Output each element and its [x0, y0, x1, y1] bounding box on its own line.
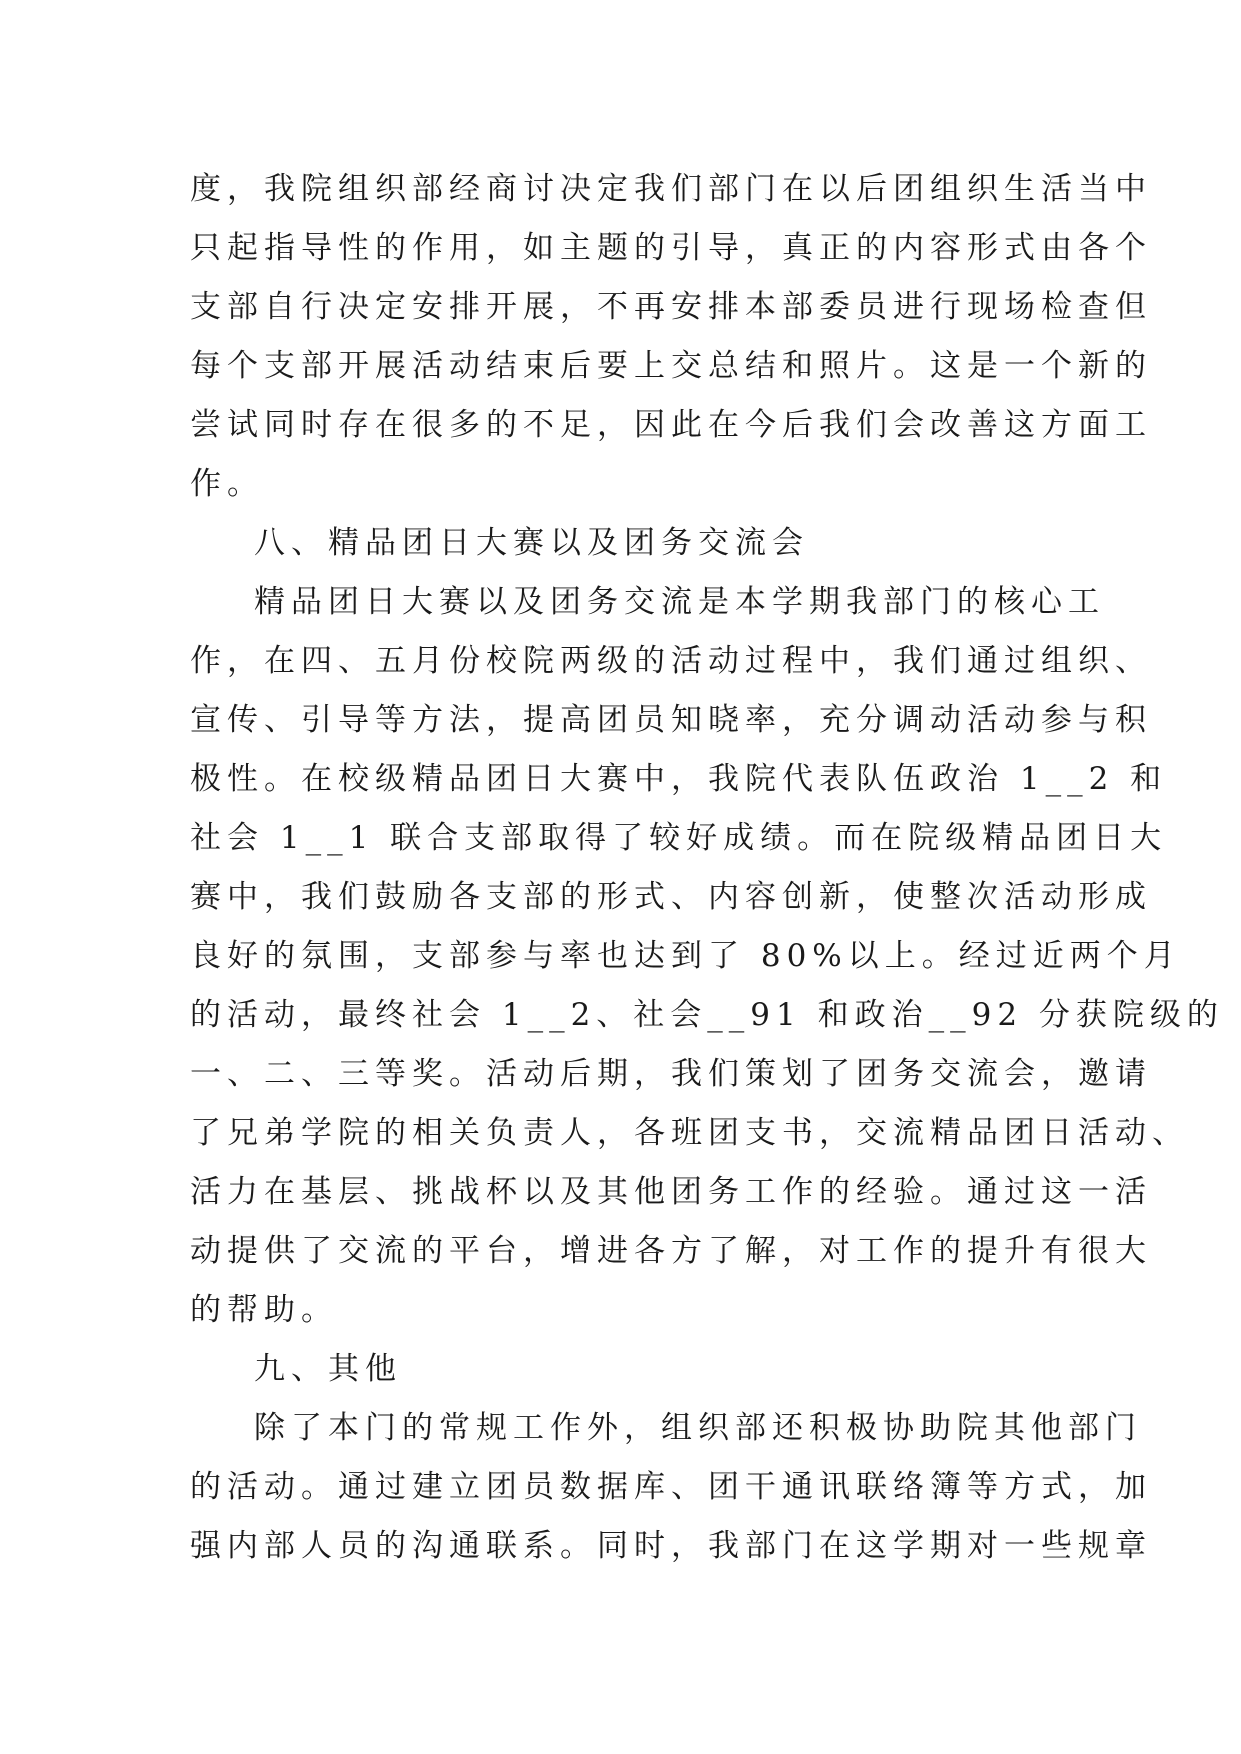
text-line: 的活动，最终社会 1__2、社会__91 和政治__92 分获院级的	[190, 997, 1224, 1033]
text-line: 赛中，我们鼓励各支部的形式、内容创新，使整次活动形成	[190, 879, 1152, 915]
text-line: 作，在四、五月份校院两级的活动过程中，我们通过组织、	[190, 643, 1152, 679]
document-body	[190, 160, 1224, 1576]
text-line: 除了本门的常规工作外，组织部还积极协助院其他部门	[254, 1410, 1142, 1446]
text-line: 的帮助。	[190, 1292, 338, 1328]
text-line: 动提供了交流的平台，增进各方了解，对工作的提升有很大	[190, 1233, 1152, 1269]
text-line: 作。	[190, 466, 264, 502]
text-line: 宣传、引导等方法，提高团员知晓率，充分调动活动参与积	[190, 702, 1152, 738]
text-line: 只起指导性的作用，如主题的引导，真正的内容形式由各个	[190, 230, 1152, 266]
text-line: 一、二、三等奖。活动后期，我们策划了团务交流会，邀请	[190, 1056, 1152, 1092]
text-line: 了兄弟学院的相关负责人，各班团支书，交流精品团日活动、	[190, 1115, 1189, 1151]
text-line: 强内部人员的沟通联系。同时，我部门在这学期对一些规章	[190, 1528, 1152, 1564]
text-line: 度，我院组织部经商讨决定我们部门在以后团组织生活当中	[190, 171, 1152, 207]
text-line: 八、精品团日大赛以及团务交流会	[254, 525, 809, 561]
text-line: 良好的氛围，支部参与率也达到了 80%以上。经过近两个月	[190, 938, 1181, 974]
text-line: 的活动。通过建立团员数据库、团干通讯联络簿等方式，加	[190, 1469, 1152, 1505]
text-line: 尝试同时存在很多的不足，因此在今后我们会改善这方面工	[190, 407, 1152, 443]
text-line: 每个支部开展活动结束后要上交总结和照片。这是一个新的	[190, 348, 1152, 384]
text-line: 社会 1__1 联合支部取得了较好成绩。而在院级精品团日大	[190, 820, 1168, 856]
text-line: 支部自行决定安排开展，不再安排本部委员进行现场检查但	[190, 289, 1152, 325]
text-line: 精品团日大赛以及团务交流是本学期我部门的核心工	[254, 584, 1105, 620]
text-line: 极性。在校级精品团日大赛中，我院代表队伍政治 1__2 和	[190, 761, 1168, 797]
text-line: 九、其他	[254, 1351, 402, 1387]
text-line: 活力在基层、挑战杯以及其他团务工作的经验。通过这一活	[190, 1174, 1152, 1210]
